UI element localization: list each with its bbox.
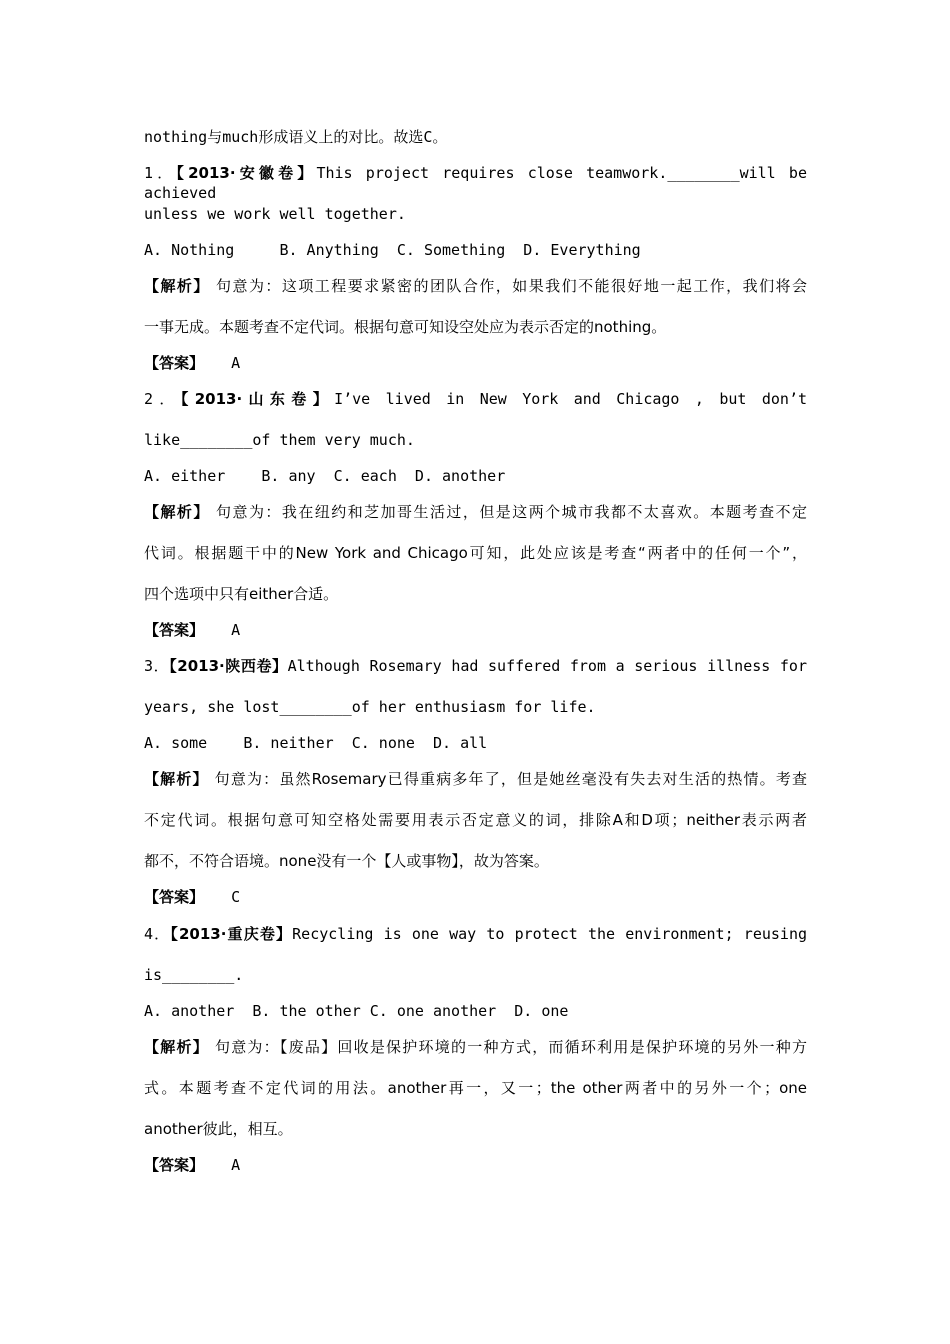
analysis-tag: 【解析】 [144,1038,209,1056]
question-2-stem-cont: like________of them very much. [144,431,415,449]
question-source: 【2013·安徽卷】 [176,164,317,182]
answer-tag: 【答案】 [144,1156,205,1174]
question-stem-text: Although Rosemary had suffered from a serious illness for [287,657,807,675]
question-source: 【2013·陕西卷】 [169,657,288,675]
question-4-answer [144,1155,240,1175]
analysis-text: 句意为：【废品】回收是保护环境的一种方式，而循环利用是保护环境的另外一种方 [208,1038,807,1056]
question-2-answer [144,620,240,640]
question-1-stem-cont: unless we work well together. [144,205,406,223]
question-stem-text: Recycling is one way to protect the environment; reusing [292,925,808,943]
analysis-tag: 【解析】 [144,503,210,521]
analysis-tag: 【解析】 [144,277,210,295]
question-1-stem [144,163,807,203]
question-stem-text: This project requires close teamwork.________will be achieved [144,164,807,202]
question-4-analysis [144,1037,807,1057]
question-4-stem [144,924,807,944]
question-number: 4． [144,925,171,943]
analysis-text: 句意为：虽然Rosemary已得重病多年了，但是她丝毫没有失去对生活的热情。考查 [208,770,807,788]
question-source: 【2013·重庆卷】 [170,925,293,943]
question-3-options: A. some B. neither C. none D. all [144,734,488,752]
answer-tag: 【答案】 [144,621,205,639]
intro-line: nothing与much形成语义上的对比。故选C。 [144,128,448,146]
question-source: 【2013·山东卷】 [180,390,335,408]
question-2-options: A. either B. any C. each D. another [144,467,506,485]
question-1-analysis-cont: 一事无成。本题考查不定代词。根据句意可知设空处应为表示否定的nothing。 [144,318,667,336]
answer-tag: 【答案】 [144,888,205,906]
question-1-options: A. Nothing B. Anything C. Something D. Everything [144,241,641,259]
analysis-text: 句意为：我在纽约和芝加哥生活过，但是这两个城市我都不太喜欢。本题考查不定 [209,503,807,521]
answer-value: A [231,1156,241,1174]
question-2-stem [144,389,807,409]
question-1-answer [144,353,240,373]
answer-tag: 【答案】 [144,354,205,372]
question-number: 1． [144,164,177,182]
question-4-analysis-cont: 式。本题考查不定代词的用法。another再一，又一；the other两者中的另外一个；one [144,1079,807,1097]
question-4-analysis-cont2: another彼此，相互。 [144,1120,293,1138]
question-3-analysis [144,769,807,789]
question-3-stem-cont: years, she lost________of her enthusiasm for life. [144,698,596,716]
question-3-analysis-cont2: 都不，不符合语境。none没有一个【人或事物】，故为答案。 [144,852,549,870]
analysis-tag: 【解析】 [144,770,209,788]
question-3-answer [144,887,240,907]
question-4-stem-cont: is________. [144,966,244,984]
question-number: 2． [144,390,181,408]
question-2-analysis-cont2: 四个选项中只有either合适。 [144,585,339,603]
question-2-analysis [144,502,807,522]
question-2-analysis-cont: 代词。根据题干中的New York and Chicago可知，此处应该是考查“两者中的任何一个”， [144,544,807,562]
answer-value: A [231,354,241,372]
question-3-stem [144,656,807,676]
analysis-text: 句意为：这项工程要求紧密的团队合作，如果我们不能很好地一起工作，我们将会 [209,277,807,295]
question-4-options: A. another B. the other C. one another D. one [144,1002,569,1020]
question-3-analysis-cont: 不定代词。根据句意可知空格处需要用表示否定意义的词，排除A和D项；neither表示两者 [144,811,807,829]
question-stem-text: I’ve lived in New York and Chicago , but don’t [334,390,807,408]
answer-value: C [231,888,241,906]
question-number: 3． [144,657,170,675]
question-1-analysis [144,276,807,296]
answer-value: A [231,621,241,639]
